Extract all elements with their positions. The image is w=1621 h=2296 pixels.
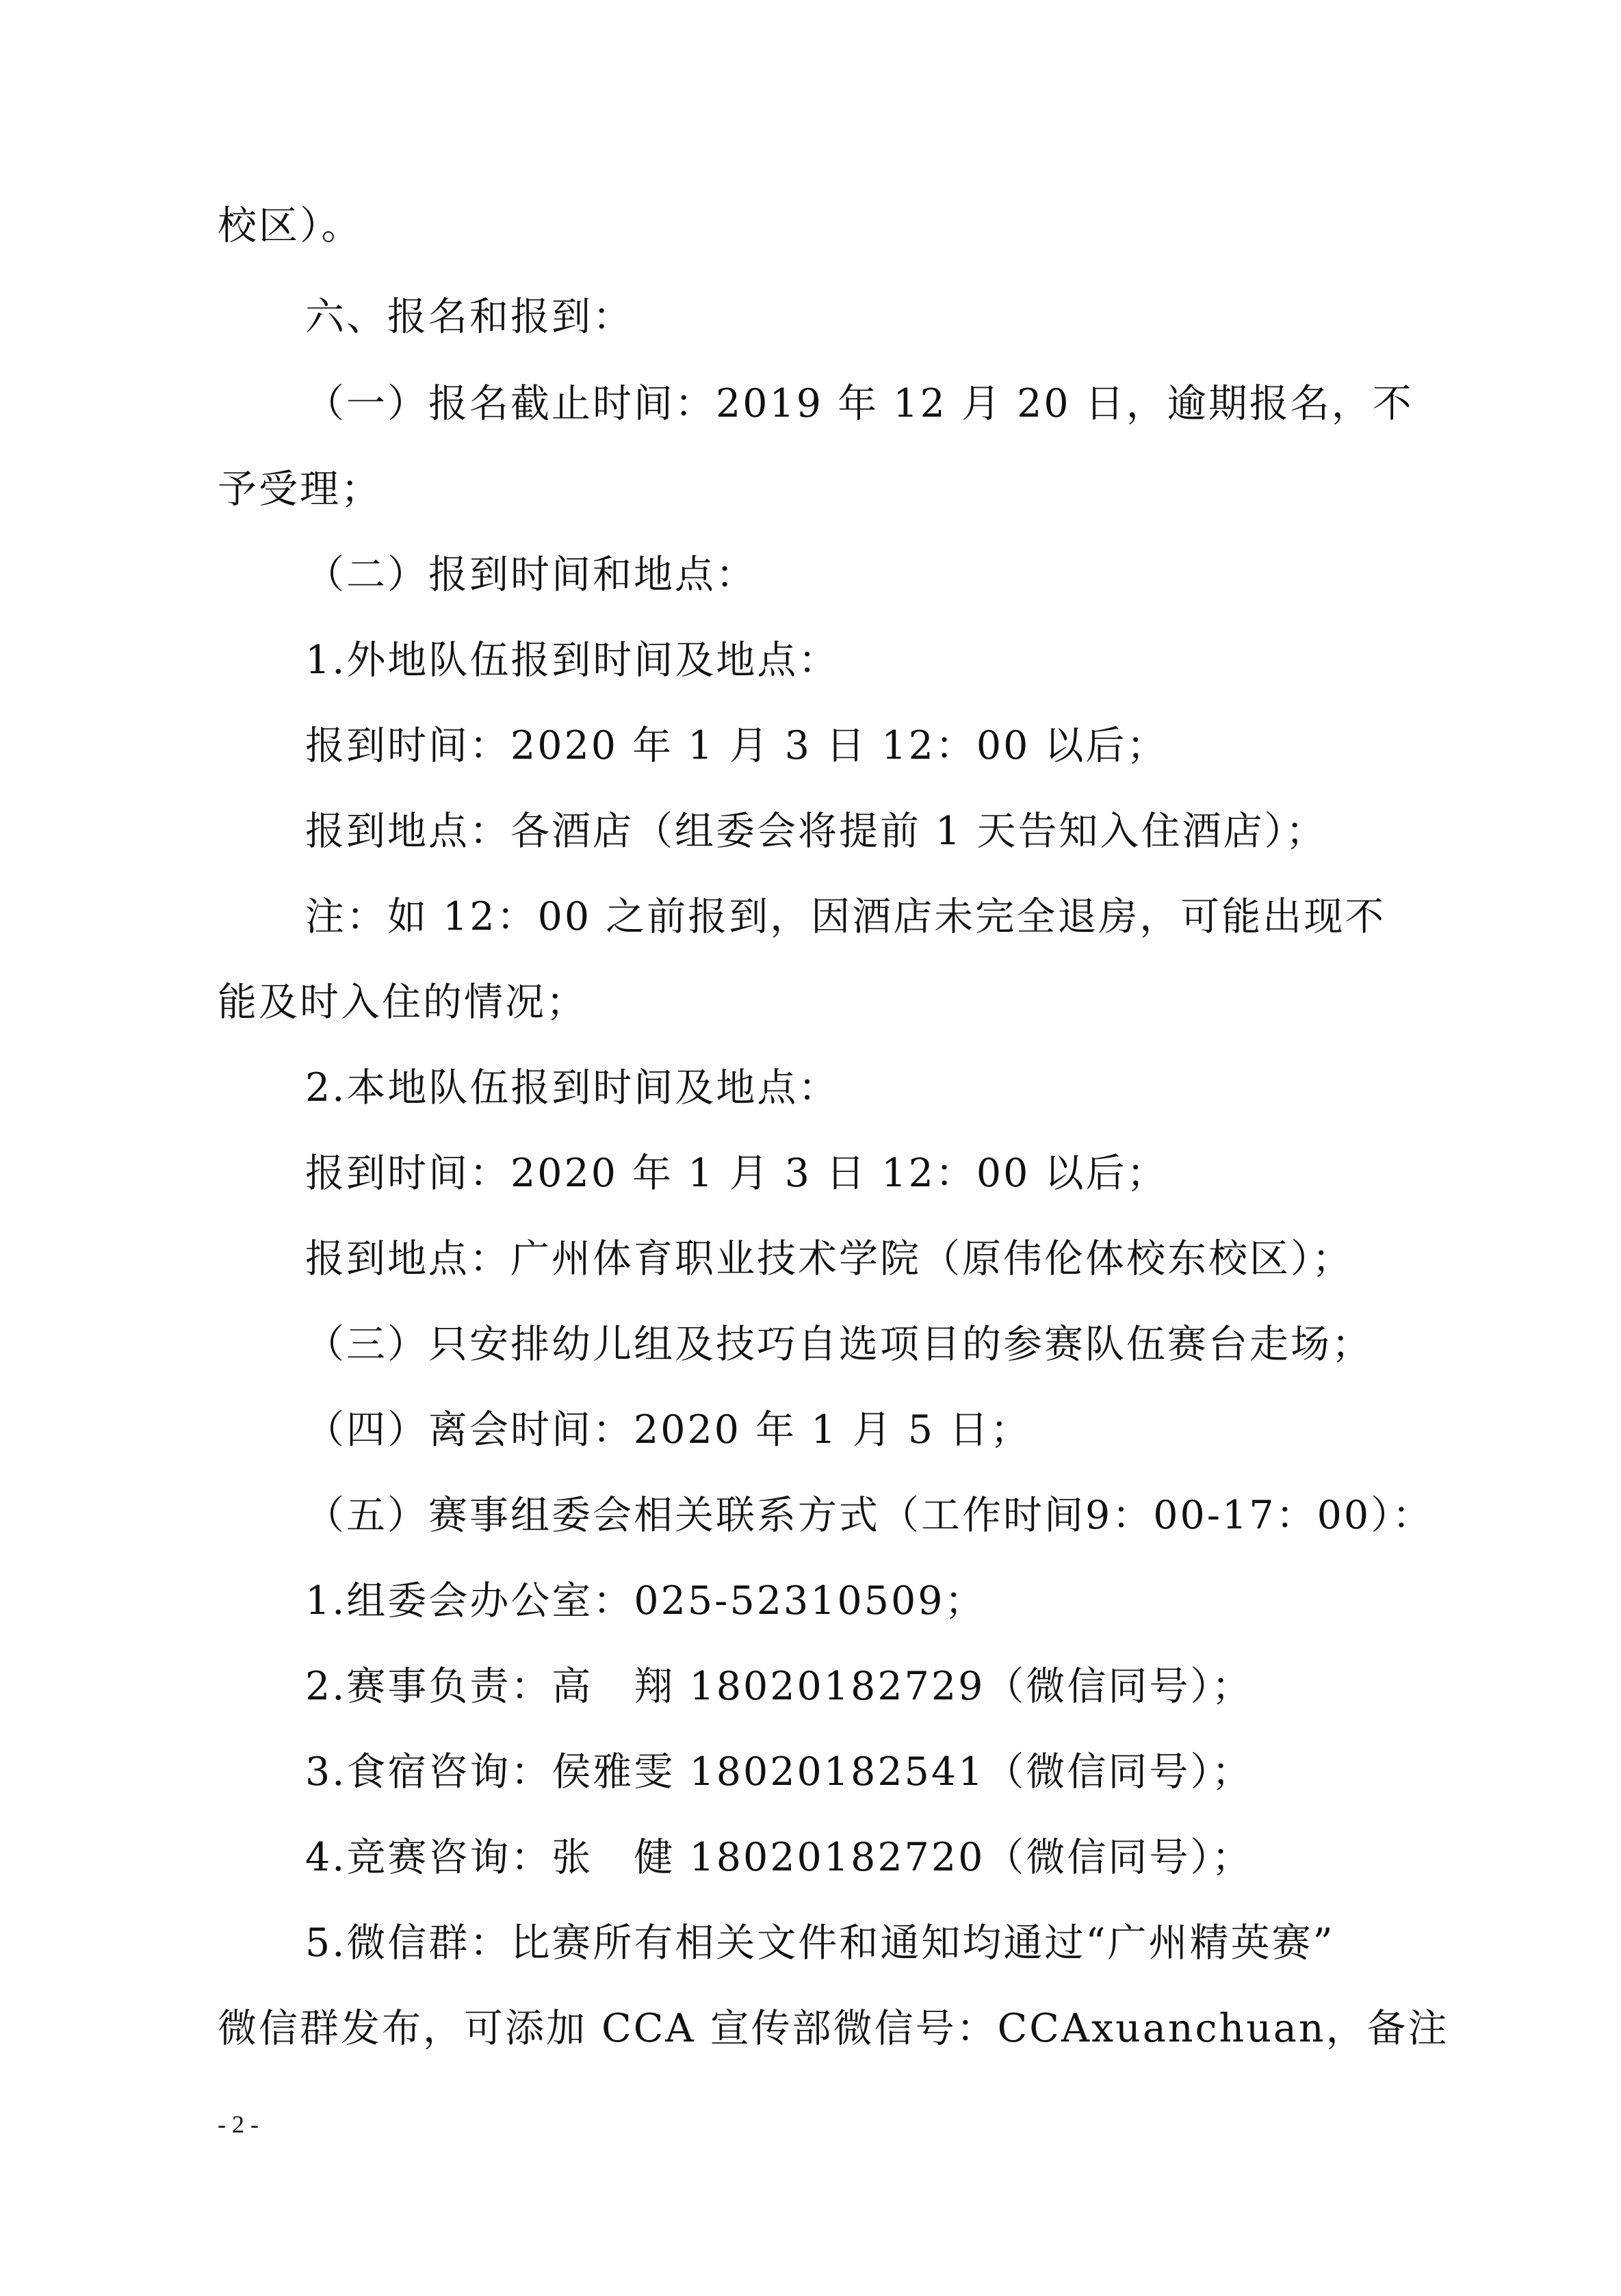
text-line-local-teams: 2.本地队伍报到时间及地点：	[305, 1065, 840, 1110]
text-line-wechat-group-cont: 微信群发布，可添加 CCA 宣传部微信号：CCAxuanchuan，备注	[218, 2006, 1449, 2051]
text-line-1: 校区）。	[218, 203, 363, 248]
page-number: - 2 -	[218, 2111, 259, 2138]
text-line-deadline-cont: 予受理；	[218, 467, 382, 512]
contact-line-office: 1.组委会办公室：025-52310509；	[305, 1578, 986, 1623]
text-line-deadline: （一）报名截止时间：2019 年 12 月 20 日，逾期报名，不	[305, 381, 1414, 426]
contact-line-competition: 4.竞赛咨询：张 健 18020182720（微信同号）；	[305, 1835, 1253, 1880]
text-line-local-time: 报到时间：2020 年 1 月 3 日 12：00 以后；	[305, 1151, 1168, 1196]
text-line-outside-place: 报到地点：各酒店（组委会将提前 1 天告知入住酒店）；	[305, 809, 1327, 854]
text-line-local-place: 报到地点：广州体育职业技术学院（原伟伦体校东校区）；	[305, 1236, 1353, 1281]
subsection-heading-walkthrough: （三）只安排幼儿组及技巧自选项目的参赛队伍赛台走场；	[305, 1322, 1373, 1367]
section-heading-registration: 六、报名和报到：	[305, 294, 634, 339]
contact-line-event-lead: 2.赛事负责：高 翔 18020182729（微信同号）；	[305, 1664, 1253, 1709]
contact-line-accommodation: 3.食宿咨询：侯雅雯 18020182541（微信同号）；	[305, 1749, 1253, 1795]
text-line-note: 注：如 12：00 之前报到，因酒店未完全退房，可能出现不	[305, 894, 1386, 939]
subsection-heading-departure: （四）离会时间：2020 年 1 月 5 日；	[305, 1407, 1032, 1452]
subsection-heading-checkin: （二）报到时间和地点：	[305, 552, 757, 597]
text-line-outside-time: 报到时间：2020 年 1 月 3 日 12：00 以后；	[305, 723, 1168, 768]
text-line-note-cont: 能及时入住的情况；	[218, 980, 587, 1025]
subsection-heading-contacts: （五）赛事组委会相关联系方式（工作时间9：00-17：00）：	[305, 1493, 1434, 1538]
text-line-outside-teams: 1.外地队伍报到时间及地点：	[305, 638, 840, 683]
text-line-wechat-group: 5.微信群：比赛所有相关文件和通知均通过“广州精英赛”	[305, 1920, 1335, 1966]
